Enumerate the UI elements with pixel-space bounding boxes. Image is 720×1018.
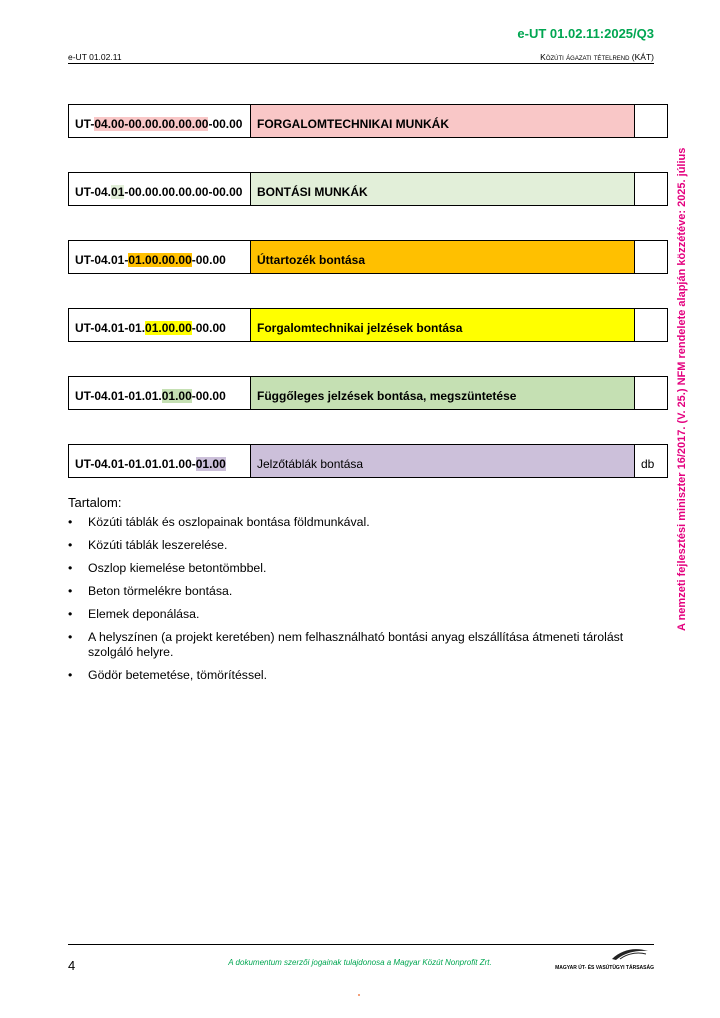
item-unit-6: db — [641, 457, 655, 471]
code-highlight: 04.00-00.00.00.00.00 — [94, 117, 209, 131]
item-name-6: Jelzőtáblák bontása — [251, 445, 635, 477]
item-row-1 — [68, 104, 668, 138]
content-item: • Elemek deponálása. — [68, 607, 638, 622]
header-left-text: e-UT 01.02.11 — [68, 52, 122, 62]
item-row-5 — [68, 376, 668, 410]
code-suffix: -00.00.00.00.00-00.00 — [124, 185, 243, 199]
item-code-3 — [69, 241, 251, 273]
item-unit-1 — [635, 105, 667, 137]
item-name-3: Úttartozék bontása — [251, 241, 635, 273]
side-publication-note: A nemzeti fejlesztési miniszter 16/2017. (V. 25.) NFM rendelete alapján közzétéve: 2025. július — [676, 147, 688, 631]
page-number: 4 — [68, 958, 76, 973]
item-row-4 — [68, 308, 668, 342]
item-code-4 — [69, 309, 251, 341]
item-unit-3 — [635, 241, 667, 273]
code-prefix: UT-04. — [75, 185, 112, 199]
item-code-6 — [69, 445, 251, 477]
content-item: • Közúti táblák leszerelése. — [68, 538, 638, 553]
code-suffix: -00.00 — [191, 389, 226, 403]
item-name-5: Függőleges jelzések bontása, megszüntetése — [251, 377, 635, 409]
item-row-3 — [68, 240, 668, 274]
footer-divider — [68, 944, 654, 945]
item-name-1: FORGALOMTECHNIKAI MUNKÁK — [251, 105, 635, 137]
stray-mark — [358, 994, 360, 996]
content-title: Tartalom: — [68, 495, 122, 510]
header-right-text: Közúti ágazati tételrend (KÁT) — [540, 52, 654, 62]
content-item: • Gödör betemetése, tömörítéssel. — [68, 668, 638, 683]
code-prefix: UT- — [75, 117, 95, 131]
item-code-2 — [69, 173, 251, 205]
code-highlight: 01 — [111, 185, 125, 199]
document-id: e-UT 01.02.11:2025/Q3 — [517, 26, 654, 41]
code-prefix: UT-04.01-01.01. — [75, 389, 162, 403]
item-code-1 — [69, 105, 251, 137]
item-unit-2 — [635, 173, 667, 205]
code-highlight: 01.00.00.00 — [128, 253, 192, 267]
content-item: • Közúti táblák és oszlopainak bontása földmunkával. — [68, 515, 638, 530]
code-suffix: -00.00 — [208, 117, 243, 131]
item-name-4: Forgalomtechnikai jelzések bontása — [251, 309, 635, 341]
code-prefix: UT-04.01-01. — [75, 321, 146, 335]
code-highlight: 01.00.00 — [145, 321, 192, 335]
item-row-2 — [68, 172, 668, 206]
header-divider — [68, 63, 654, 64]
content-item: • Oszlop kiemelése betontömbbel. — [68, 561, 638, 576]
code-prefix: UT-04.01- — [75, 253, 129, 267]
content-list — [68, 515, 638, 691]
item-row-6 — [68, 444, 668, 478]
content-item: • A helyszínen (a projekt keretében) nem felhasználható bontási anyag elszállítása átmeneti tárolást szolgáló helyre. — [68, 630, 638, 660]
code-suffix: -00.00 — [191, 321, 226, 335]
code-highlight: 01.00 — [195, 457, 226, 471]
item-unit-4 — [635, 309, 667, 341]
item-unit-5 — [635, 377, 667, 409]
code-suffix: -00.00 — [191, 253, 226, 267]
swoosh-icon — [610, 947, 650, 961]
society-logo — [555, 947, 654, 971]
logo-text: MAGYAR ÚT- ÉS VASÚTÜGYI TÁRSASÁG — [555, 965, 654, 971]
item-name-2: BONTÁSI MUNKÁK — [251, 173, 635, 205]
code-highlight: 01.00 — [161, 389, 192, 403]
item-code-5 — [69, 377, 251, 409]
copyright-note: A dokumentum szerzői jogainak tulajdonosa a Magyar Közút Nonprofit Zrt. — [228, 958, 492, 967]
content-item: • Beton törmelékre bontása. — [68, 584, 638, 599]
code-prefix: UT-04.01-01.01.01.00- — [75, 457, 196, 471]
